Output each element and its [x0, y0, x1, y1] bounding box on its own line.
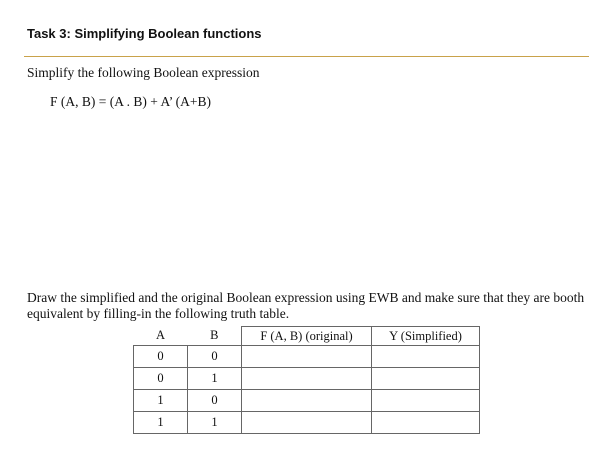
header-a: A	[134, 327, 188, 346]
boolean-expression: F (A, B) = (A . B) + A’ (A+B)	[50, 94, 211, 109]
cell-a: 0	[134, 346, 188, 368]
cell-y[interactable]	[372, 368, 480, 390]
table-row	[134, 412, 480, 434]
header-f-original: F (A, B) (original)	[242, 327, 372, 346]
truth-table-header	[134, 327, 480, 346]
table-row	[134, 346, 480, 368]
cell-y[interactable]	[372, 412, 480, 434]
header-b: B	[188, 327, 242, 346]
cell-b: 0	[188, 390, 242, 412]
cell-f[interactable]	[242, 412, 372, 434]
table-row	[134, 368, 480, 390]
truth-table	[133, 326, 480, 434]
cell-y[interactable]	[372, 390, 480, 412]
cell-y[interactable]	[372, 346, 480, 368]
instructions-paragraph: Draw the simplified and the original Boolean expression using EWB and make sure that they are booth equivalent by filling-in the following truth table.	[27, 290, 585, 321]
divider	[24, 56, 589, 57]
cell-b: 0	[188, 346, 242, 368]
cell-b: 1	[188, 412, 242, 434]
cell-b: 1	[188, 368, 242, 390]
cell-a: 1	[134, 390, 188, 412]
cell-f[interactable]	[242, 346, 372, 368]
cell-a: 0	[134, 368, 188, 390]
cell-f[interactable]	[242, 390, 372, 412]
cell-f[interactable]	[242, 368, 372, 390]
instruction-text: Simplify the following Boolean expression	[27, 65, 260, 80]
header-y-simplified: Y (Simplified)	[372, 327, 480, 346]
table-row	[134, 390, 480, 412]
cell-a: 1	[134, 412, 188, 434]
task-title: Task 3: Simplifying Boolean functions	[27, 26, 262, 41]
